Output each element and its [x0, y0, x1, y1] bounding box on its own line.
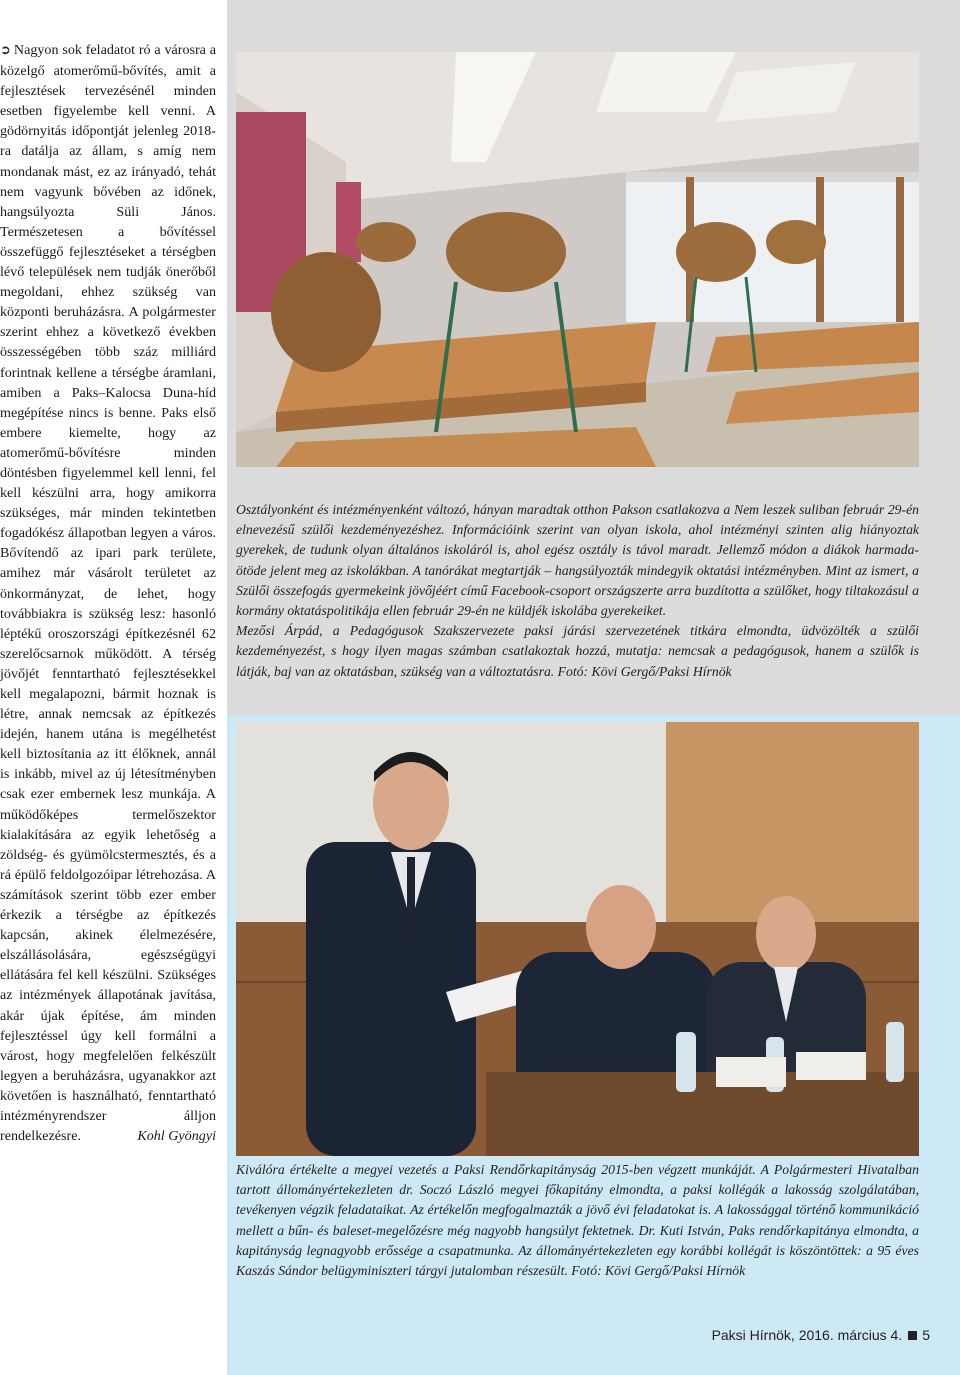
classroom-photo — [236, 52, 919, 467]
police-meeting-photo — [236, 722, 919, 1156]
article-column — [0, 40, 216, 1320]
article-body — [0, 40, 216, 1146]
caption-classroom-para2: Mezősi Árpád, a Pedagógusok Szakszervezete paksi járási szervezetének titkára elmondta, üdvözölték a szülői kezdeményezést, s hogy ilyen magas számban csatlakoztak hozzá, mutatja: nemcsak a pedagógusok, hanem a szülők is látják, baj van az oktatásban, szükség van a változtatásra. Fotó: Kövi Gergő/Paksi Hírnök — [236, 623, 919, 679]
page-number: 5 — [922, 1327, 930, 1343]
caption-police-text: Kiválóra értékelte a megyei vezetés a Paksi Rendőrkapitányság 2015-ben végzett munkáját. A Polgármesteri Hivatalban tartott állományértekezleten dr. Soczó László megyei főkapitány elmondta, a paksi kollégák a lakosság szolgálatában, tevékenyen végzik feladataikat. Az értékelőn megfogalmazták a jövő évi feladatokat is. A lakossággal történő kommunikáció mellett a bűn- és baleset-megelőzésre még nagyobb hangsúlyt fektetnek. Dr. Kuti István, Paks rendőrkapitánya elmondta, a kapitányság legnagyobb erőssége a csapatmunka. Az állományértekezleten egy korábbi kollégát is köszöntöttek: a 95 éves Kaszás Sándor belügyminiszteri tárgyi jutalomban részesült. Fotó: Kövi Gergő/Paksi Hírnök — [236, 1162, 919, 1279]
caption-police — [236, 1160, 919, 1281]
page-footer — [700, 1327, 930, 1343]
caption-classroom-para1: Osztályonként és intézményenként változó, hányan maradtak otthon Pakson csatlakozva a Nem leszek suliban február 29-én elnevezésű szülői kezdeményezéshez. Információink szerint van olyan iskola, ahol intézményi szinten alig hiányoztak gyerekek, de tudunk olyan általános iskoláról is, ahol egész osztály is távol maradt. Jellemző módon a diákok harmada-ötöde jelent meg az iskolákban. A tanórákat megtartják – hangsúlyozták mindegyik oktatási intézményben. Mint az ismert, a Szülői összefogás gyermekeink jövőjéért című Facebook-csoport országszerte arra buzdította a szülőket, hogy tiltakozásul a kormány oktatáspolitikája ellen február 29-én ne küldjék iskolába gyerekeiket. — [236, 502, 919, 619]
article-text: Nagyon sok feladatot ró a városra a közelgő atomerőmű-bővítés, amit a fejlesztések tervezésénél minden esetben figyelembe kell venni. A gödörnyitás időpontját jelenleg 2018-ra datálja az állam, s amíg nem mondanak mást, ez az irányadó, tehát nem vagyunk bővében az időnek, hangsúlyozta Süli János. Természetesen a bővítéssel összefüggő fejlesztéseket a térségben lévő települések nem tudják önerőből megoldani, ehhez szükség van központi beruházásra. A polgármester szerint ehhez a következő években összességében több száz milliárd forintnak kellene a térségbe áramlani, amiben a Paks–Kalocsa Duna-híd megépítése nincs is benne. Paks első embere kiemelte, hogy az atomerőmű-bővítésre minden döntésben figyelemmel kell lenni, fel kell készülni arra, hogy amikorra szükséges, már minden tekintetben fogadókész állapotban legyen a város. Bővítendő az ipari park területe, amihez már vásárolt területet az önkormányzat, de lehet, hogy továbbiakra is szükség lesz: hasonló léptékű oroszországi építkezésnél 62 szerelőcsarnok működött. A térség jövőjét fenntartható fejlesztésekkel kell megalapozni, bármit hoznak is létre, annak nemcsak az építkezés idején, hanem utána is megélhetést kell biztosítania az itt élőknek, annál is inkább, mivel az új létesítményben csak ezer embernek lesz munkája. A működőképes termelőszektor kialakítására az egyik lehetőség a zöldség- és gyümölcstermesztés, és a rá épülő feldolgozóipar létrehozása. A számítások szerint több ezer ember érkezik a térségbe az építkezés kapcsán, akinek élelmezésére, elszállásolására, egészségügyi ellátására fel kell készülni. Szükséges az intézmények állapotának javítása, akár újak építése, ám minden fejlesztéssel úgy kell formálni a várost, hogy megfelelően felkészült legyen a beruházásra, ugyanakkor azt követően is használható, fenntartható intézményrendszer álljon rendelkezésre. — [0, 42, 216, 1145]
article-author: Kohl Gyöngyi — [137, 1128, 216, 1145]
square-bullet-icon — [908, 1331, 917, 1340]
footer-publication: Paksi Hírnök, 2016. március 4. — [711, 1327, 903, 1343]
caption-classroom — [236, 500, 919, 682]
arrow-right-icon: ➲ — [0, 43, 11, 58]
